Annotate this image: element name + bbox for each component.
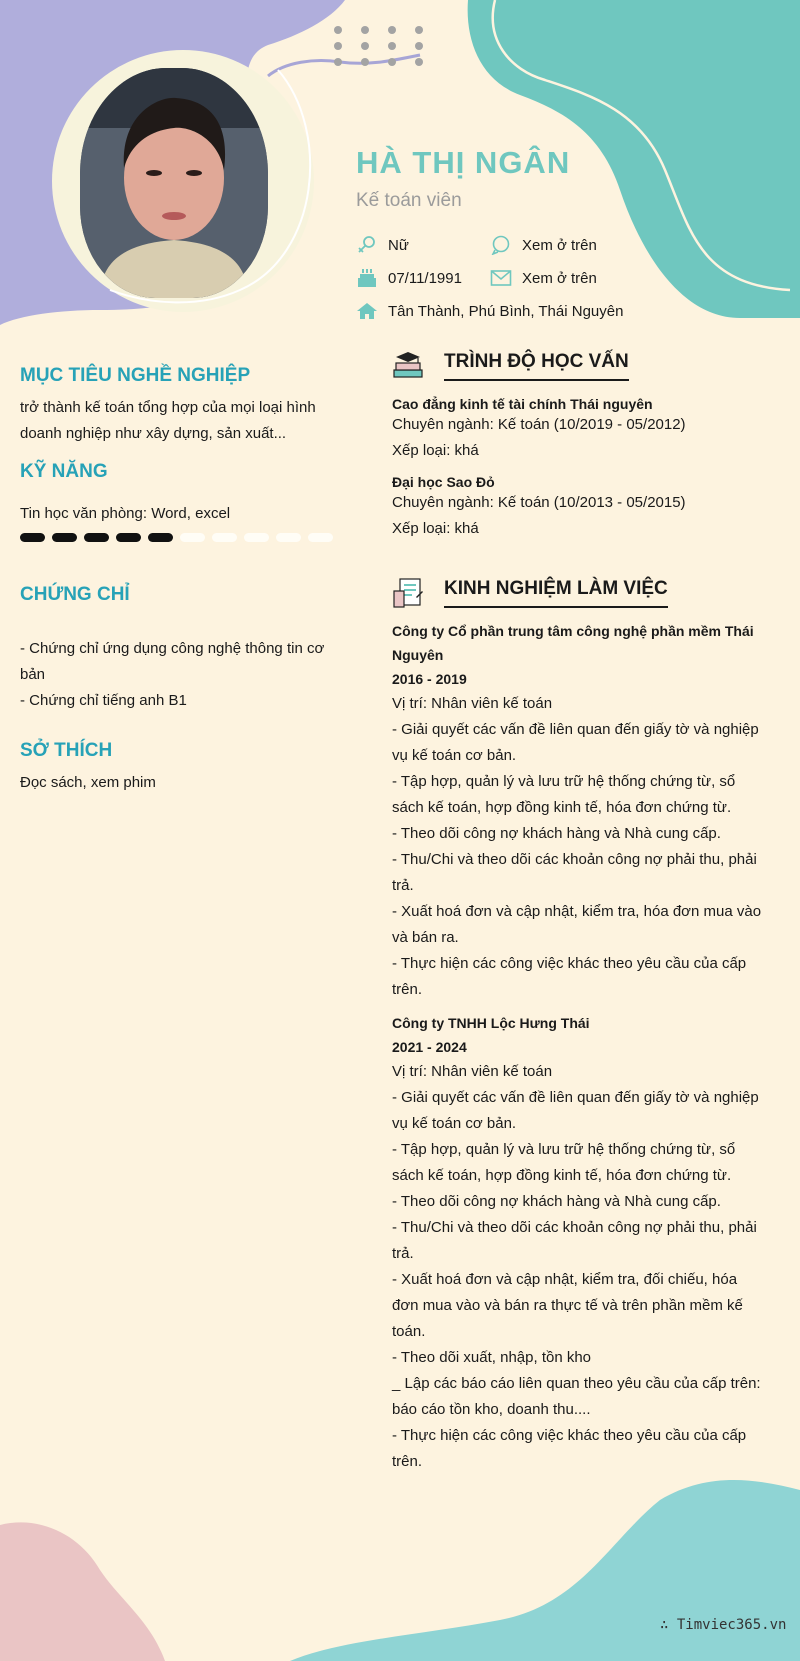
address-value: Tân Thành, Phú Bình, Thái Nguyên bbox=[388, 302, 624, 320]
skill-dot bbox=[20, 533, 45, 542]
education-header bbox=[392, 350, 767, 382]
skill-dot bbox=[276, 533, 301, 542]
job-duty: - Giải quyết các vấn đề liên quan đến giấy tờ và nghiệp vụ kế toán cơ bản. bbox=[392, 721, 759, 764]
job-duty: - Xuất hoá đơn và cập nhật, kiểm tra, hóa đơn mua vào và bán ra. bbox=[392, 903, 762, 946]
certificates-title: CHỨNG CHỈ bbox=[20, 584, 130, 605]
home-icon bbox=[356, 301, 378, 321]
job-entry bbox=[392, 619, 767, 1003]
company-name: Công ty Cổ phần trung tâm công nghệ phần mềm Thái Nguyên bbox=[392, 623, 754, 663]
job-duty: - Xuất hoá đơn và cập nhật, kiểm tra, đối chiếu, hóa đơn mua vào và bán ra thực tế và trên phần mềm kế toán. bbox=[392, 1271, 743, 1340]
job-duty: - Theo dõi công nợ khách hàng và Nhà cung cấp. bbox=[392, 825, 721, 842]
experience-section bbox=[392, 577, 767, 1475]
gender-icon bbox=[356, 235, 378, 255]
job-duty: - Thu/Chi và theo dõi các khoản công nợ phải thu, phải trả. bbox=[392, 1219, 757, 1262]
experience-title: KINH NGHIỆM LÀM VIỆC bbox=[444, 578, 668, 608]
watermark: ∴ Timviec365.vn bbox=[660, 1617, 787, 1633]
job-position: Vị trí: Nhân viên kế toán bbox=[392, 1063, 553, 1080]
skill-dot bbox=[244, 533, 269, 542]
education-section bbox=[392, 350, 767, 542]
email-value: Xem ở trên bbox=[522, 269, 597, 287]
school-name: Cao đẳng kinh tế tài chính Thái nguyên bbox=[392, 396, 653, 412]
objective-title: MỤC TIÊU NGHỀ NGHIỆP bbox=[20, 365, 251, 386]
job-duty: _ Lập các báo cáo liên quan theo yêu cầu của cấp trên: báo cáo tồn kho, doanh thu.... bbox=[392, 1375, 761, 1418]
company-name: Công ty TNHH Lộc Hưng Thái bbox=[392, 1015, 590, 1031]
email-row bbox=[490, 268, 597, 288]
job-duty: - Thực hiện các công việc khác theo yêu cầu của cấp trên. bbox=[392, 1427, 747, 1470]
skill-dot bbox=[148, 533, 173, 542]
cake-icon bbox=[356, 268, 378, 288]
books-icon bbox=[392, 350, 424, 382]
dob-value: 07/11/1991 bbox=[388, 269, 462, 287]
job-duty: - Tập hợp, quản lý và lưu trữ hệ thống chứng từ, sổ sách kế toán, hợp đồng kinh tế, hóa đơn chứng từ. bbox=[392, 1141, 736, 1184]
phone-value: Xem ở trên bbox=[522, 236, 597, 254]
skill-dot bbox=[84, 533, 109, 542]
envelope-icon bbox=[490, 268, 512, 288]
job-duty: - Giải quyết các vấn đề liên quan đến giấy tờ và nghiệp vụ kế toán cơ bản. bbox=[392, 1089, 759, 1132]
job-position: Vị trí: Nhân viên kế toán bbox=[392, 695, 553, 712]
job-duty: - Thực hiện các công việc khác theo yêu cầu của cấp trên. bbox=[392, 955, 747, 998]
left-column bbox=[20, 365, 340, 796]
school-grade: Xếp loại: khá bbox=[392, 442, 479, 459]
skills-title: KỸ NĂNG bbox=[20, 461, 108, 482]
gender-value: Nữ bbox=[388, 236, 409, 254]
job-period: 2016 - 2019 bbox=[392, 671, 467, 687]
skill-level-bar bbox=[20, 533, 340, 542]
dob-row bbox=[356, 268, 462, 288]
job-duty: - Tập hợp, quản lý và lưu trữ hệ thống chứng từ, sổ sách kế toán, hợp đồng kinh tế, hóa đơn chứng từ. bbox=[392, 773, 736, 816]
skill-dot bbox=[52, 533, 77, 542]
school-name: Đại học Sao Đỏ bbox=[392, 474, 495, 490]
certificate-item: - Chứng chỉ ứng dụng công nghệ thông tin cơ bản bbox=[20, 640, 325, 683]
skill-dot bbox=[116, 533, 141, 542]
certificate-item: - Chứng chỉ tiếng anh B1 bbox=[20, 692, 187, 709]
education-entry bbox=[392, 396, 767, 464]
candidate-name: HÀ THỊ NGÂN bbox=[356, 145, 571, 180]
school-grade: Xếp loại: khá bbox=[392, 520, 479, 537]
whatsapp-icon bbox=[490, 235, 512, 255]
job-duty: - Thu/Chi và theo dõi các khoản công nợ phải thu, phải trả. bbox=[392, 851, 757, 894]
job-duty: - Theo dõi công nợ khách hàng và Nhà cung cấp. bbox=[392, 1193, 721, 1210]
skill-dot bbox=[180, 533, 205, 542]
experience-header bbox=[392, 577, 767, 609]
education-title: TRÌNH ĐỘ HỌC VẤN bbox=[444, 351, 629, 381]
skill-name: Tin học văn phòng: Word, excel bbox=[20, 505, 231, 522]
job-period: 2021 - 2024 bbox=[392, 1039, 467, 1055]
skill-dot bbox=[308, 533, 333, 542]
job-duty: - Theo dõi xuất, nhập, tồn kho bbox=[392, 1349, 592, 1366]
hobbies-title: SỞ THÍCH bbox=[20, 740, 113, 761]
job-entry bbox=[392, 1011, 767, 1475]
school-major: Chuyên ngành: Kế toán (10/2013 - 05/2015) bbox=[392, 494, 686, 511]
education-entry bbox=[392, 474, 767, 542]
school-major: Chuyên ngành: Kế toán (10/2019 - 05/2012) bbox=[392, 416, 686, 433]
notes-icon bbox=[392, 577, 424, 609]
gender-row bbox=[356, 235, 409, 255]
hobbies-text: Đọc sách, xem phim bbox=[20, 774, 156, 791]
objective-text: trở thành kế toán tổng hợp của mọi loại hình doanh nghiệp như xây dựng, sản xuất... bbox=[20, 399, 316, 442]
profile-header bbox=[356, 145, 786, 212]
phone-row bbox=[490, 235, 597, 255]
job-title: Kế toán viên bbox=[356, 190, 462, 211]
address-row bbox=[356, 301, 623, 321]
skill-dot bbox=[212, 533, 237, 542]
